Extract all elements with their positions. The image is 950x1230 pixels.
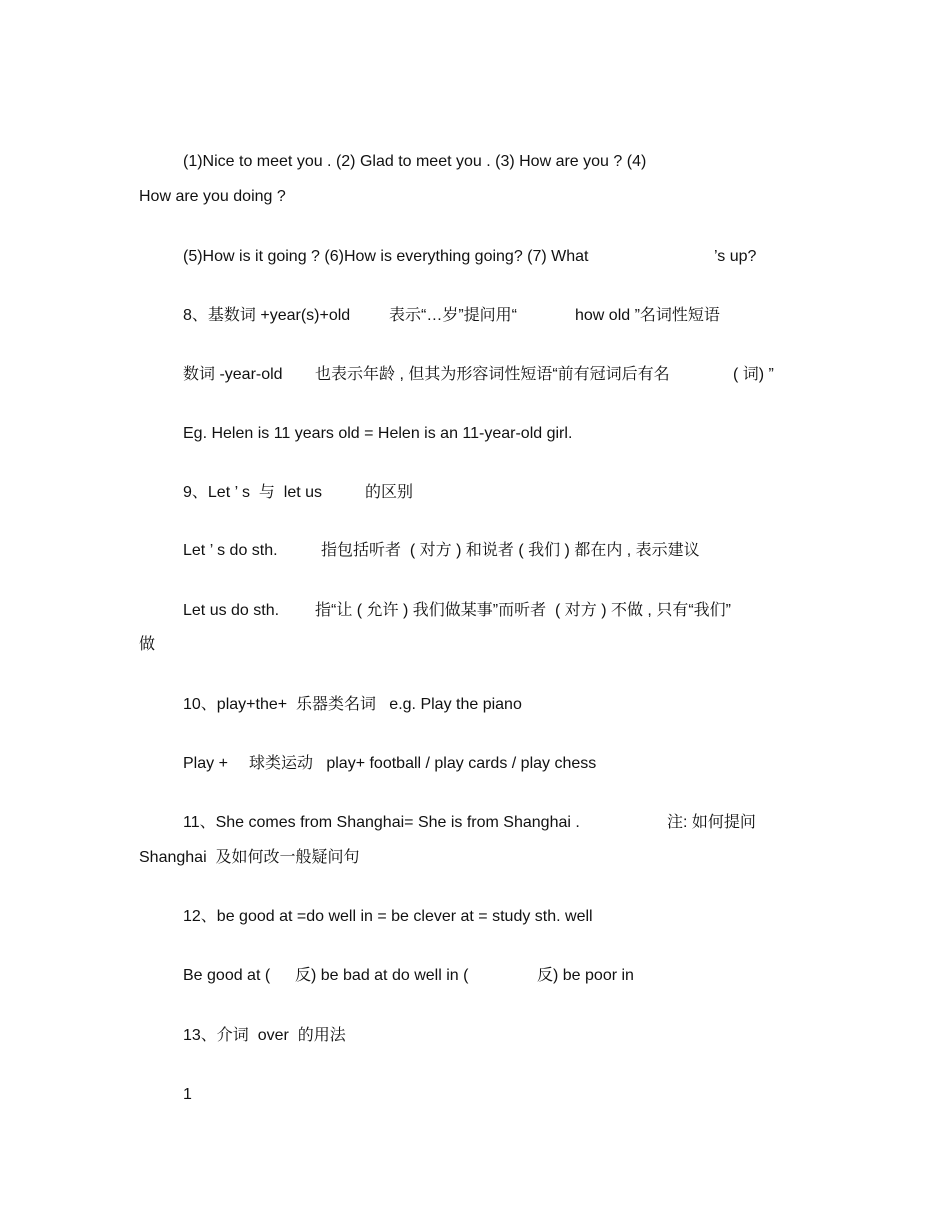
item-11-note: 注: 如何提问: [667, 814, 756, 831]
item-12-heading: 12、be good at =do well in = be clever at = study sth. well: [183, 908, 593, 925]
item-8-detail-text: 也表示年龄 , 但其为形容词性短语“前有冠词后有名: [315, 366, 670, 383]
item-8-text-end: how old ”名词性短语: [575, 307, 720, 324]
lets-usage-text: 指包括听者 ( 对方 ) 和说者 ( 我们 ) 都在内 , 表示建议: [321, 542, 700, 559]
item-10-heading: 10、play+the+ 乐器类名词 e.g. Play the piano: [183, 696, 522, 713]
be-good-at: Be good at (: [183, 967, 271, 984]
example-line: Eg. Helen is 11 years old = Helen is an 11-year-old girl.: [183, 425, 573, 442]
letus-usage-text: 指“让 ( 允许 ) 我们做某事”而听者 ( 对方 ) 不做 , 只有“我们”: [315, 602, 731, 619]
be-good-at-opposite: 反) be bad at do well in (: [295, 967, 469, 984]
item-13-heading: 13、介词 over 的用法: [183, 1027, 346, 1044]
play-sports: Play +: [183, 755, 228, 772]
letus-usage-wrap: 做: [139, 636, 156, 653]
item-9-heading: 9、Let ’ s 与 let us: [183, 484, 323, 501]
item-8-detail-end: ( 词) ”: [733, 366, 774, 383]
greeting-line-2-end: ’s up?: [714, 248, 757, 265]
item-8-detail: 数词 -year-old: [183, 366, 283, 383]
item-9-heading-end: 的区别: [365, 484, 414, 501]
play-sports-text: 球类运动 play+ football / play cards / play chess: [249, 755, 597, 772]
item-8-heading: 8、基数词 +year(s)+old: [183, 307, 351, 324]
do-well-opposite: 反) be poor in: [537, 967, 634, 984]
greeting-line-2: (5)How is it going ? (6)How is everything going? (7) What: [183, 248, 589, 265]
item-11-heading: 11、She comes from Shanghai= She is from Shanghai .: [183, 814, 580, 831]
page-number: 1: [183, 1086, 192, 1103]
item-11-wrap: Shanghai 及如何改一般疑问句: [139, 849, 360, 866]
lets-usage: Let ’ s do sth.: [183, 542, 278, 559]
letus-usage: Let us do sth.: [183, 602, 280, 619]
greeting-line-1-wrap: How are you doing ?: [139, 188, 286, 205]
greeting-line-1: (1)Nice to meet you . (2) Glad to meet you . (3) How are you ? (4): [183, 153, 647, 170]
item-8-text: 表示“…岁”提问用“: [389, 307, 517, 324]
